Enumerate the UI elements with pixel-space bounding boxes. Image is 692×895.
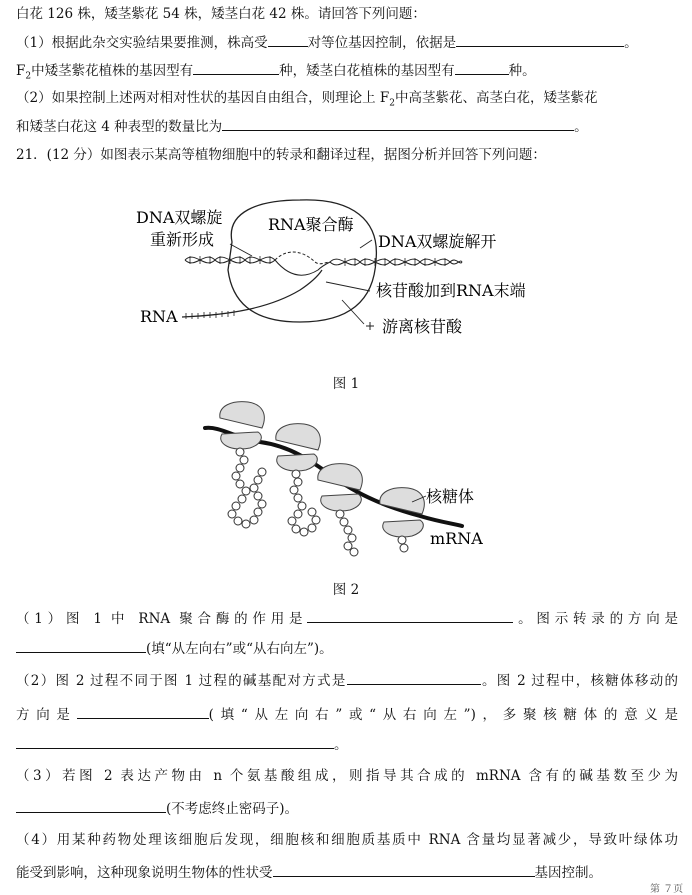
figure-1-transcription — [0, 190, 692, 350]
label-rna: RNA — [140, 307, 178, 326]
figure-1-caption: 图 1 — [332, 376, 360, 392]
answer-blank[interactable] — [193, 60, 279, 75]
label-dna-unwind: DNA双螺旋解开 — [378, 232, 497, 251]
answer-blank[interactable] — [16, 798, 166, 813]
label-rna-polymerase: RNA聚合酶 — [268, 215, 354, 234]
answer-blank[interactable] — [455, 60, 509, 75]
question-21-4: （4）用某种药物处理该细胞后发现，细胞核和细胞质基质中 RNA 含量均显著减少，导致叶绿体功 — [16, 832, 678, 848]
dna-helix — [185, 252, 462, 275]
free-nucleotide-icon — [366, 322, 374, 330]
label-mrna: mRNA — [430, 529, 483, 548]
question-21-2-cont: 方向是 (填“从左向右”或“从右向左”)，多聚核糖体的意义是 — [16, 704, 678, 725]
figure-2-caption: 图 2 — [332, 582, 360, 598]
question-20-1: （1）根据此杂交实验结果要推测，株高受 对等位基因控制，依据是 。 — [16, 32, 678, 53]
label-free-nucleotide: 游离核苷酸 — [382, 317, 463, 336]
answer-blank[interactable] — [456, 32, 624, 47]
answer-blank[interactable] — [77, 704, 209, 719]
answer-blank[interactable] — [273, 862, 535, 877]
question-21-3: （3）若图 2 表达产物由 n 个氨基酸组成，则指导其合成的 mRNA 含有的碱基数至少为 — [16, 768, 678, 784]
ribosome — [318, 464, 363, 511]
answer-blank[interactable] — [307, 608, 513, 623]
question-21-2-cont2: 。 — [16, 734, 678, 755]
page-number: 第 ７页 — [650, 884, 684, 895]
question-20-2-cont: 和矮茎白花这 4 种表型的数量比为 。 — [16, 116, 678, 137]
question-21-1-cont: (填“从左向右”或“从右向左”)。 — [16, 638, 678, 659]
question-21-header: 21．(12 分）如图表示某高等植物细胞中的转录和翻译过程，据图分析并回答下列问题： — [16, 147, 546, 163]
question-21-3-cont: (不考虑终止密码子)。 — [16, 798, 678, 819]
question-20-1-cont: $F_2$中矮茎紫花植株的基因型有 种，矮茎白花植株的基因型有 种。 — [16, 60, 678, 87]
answer-blank[interactable] — [347, 670, 481, 685]
question-21-1: （1）图 1 中 RNA 聚合酶的作用是 。图示转录的方向是 — [16, 608, 678, 629]
figure-2-translation — [0, 398, 692, 568]
answer-blank[interactable] — [16, 734, 334, 749]
question-20-2: （2）如果控制上述两对相对性状的基因自由组合，则理论上 $F_2$中高茎紫花、高茎白花，矮茎紫花 — [16, 90, 598, 109]
label-ribosome: 核糖体 — [426, 487, 475, 506]
answer-blank[interactable] — [268, 32, 308, 47]
question-21-4-cont: 能受到影响，这种现象说明生物体的性状受 基因控制。 — [16, 862, 678, 883]
text-line-1: 白花 126 株，矮茎紫花 54 株，矮茎白花 42 株。请回答下列问题： — [16, 6, 426, 22]
answer-blank[interactable] — [222, 116, 574, 131]
label-dna-reform: DNA双螺旋 — [136, 208, 223, 227]
label-nucleotide-added: 核苷酸加到RNA末端 — [376, 281, 526, 300]
question-21-2: （2）图 2 过程不同于图 1 过程的碱基配对方式是 。图 2 过程中，核糖体移动的 — [16, 670, 678, 691]
label-dna-reform-2: 重新形成 — [150, 230, 215, 249]
ribosome — [220, 402, 265, 449]
answer-blank[interactable] — [16, 638, 146, 653]
